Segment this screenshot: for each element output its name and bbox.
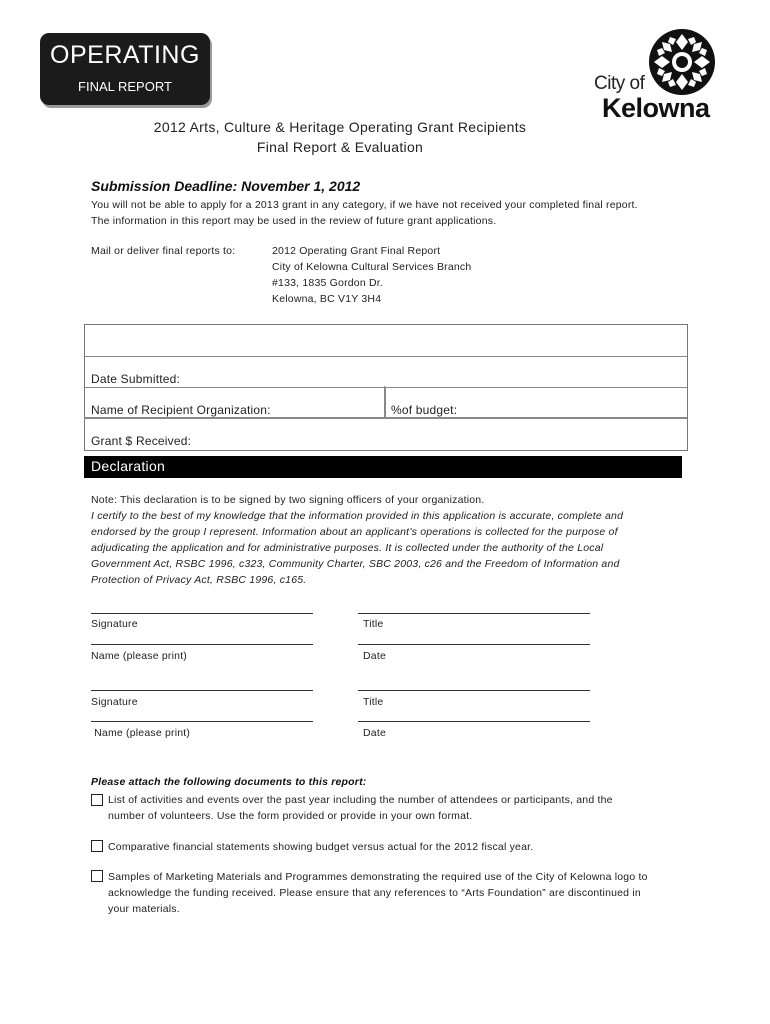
grant-received-field[interactable] [84,386,384,416]
name-line-2[interactable] [91,721,313,722]
intro-text-line-1: You will not be able to apply for a 2013 grant in any category, if we have not received your completed final report. [91,199,638,211]
organization-name-label: Name of Recipient Organization: [91,403,271,417]
declaration-text-line: Protection of Privacy Act, RSBC 1996, c165. [91,574,307,586]
badge-title: OPERATING [50,41,200,69]
attachment-item-text: List of activities and events over the past year including the number of attendees or participants, and the [108,794,613,806]
logo-kelowna: Kelowna [602,93,710,123]
report-type-badge [40,33,210,105]
signature-label-2: Signature [91,696,138,708]
document-subtitle: Final Report & Evaluation [256,139,424,155]
declaration-text-line: Government Act, RSBC 1996, c323, Community Charter, SBC 2003, c26 and the Freedom of Information and [91,558,620,570]
title-label-2: Title [363,696,384,708]
date-submitted-field[interactable] [85,356,687,388]
address-line: #133, 1835 Gordon Dr. [272,277,384,289]
declaration-text-line: adjudicating the application and for administrative purposes. It is collected under the authority of the Local [91,542,604,554]
date-label-1: Date [363,650,386,662]
date-label-2: Date [363,727,386,739]
date-line-1[interactable] [358,644,590,645]
kelowna-logo-icon [648,28,716,96]
address-line: 2012 Operating Grant Final Report [272,245,441,257]
name-label-1: Name (please print) [91,650,188,662]
attachments-heading: Please attach the following documents to this report: [91,776,367,788]
grant-received-label: Grant $ Received: [91,434,192,448]
attachment-item-text: Comparative financial statements showing budget versus actual for the 2012 fiscal year. [108,841,534,853]
attachment-item-text: Samples of Marketing Materials and Programmes demonstrating the required use of the City of Kelowna logo to [108,871,648,883]
attachment-item-text: acknowledge the funding received. Please ensure that any references to “Arts Foundation” are discontinued in [108,887,641,899]
mail-label: Mail or deliver final reports to: [91,245,236,257]
intro-text-line-2: The information in this report may be used in the review of future grant applications. [91,215,497,227]
declaration-text-line: endorsed by the group I represent. Information about an applicant’s operations is collected for the purpose of [91,526,618,538]
document-title: 2012 Arts, Culture & Heritage Operating Grant Recipients [153,119,527,135]
checkbox-financial-statements[interactable] [91,840,103,852]
address-line: City of Kelowna Cultural Services Branch [272,261,472,273]
signature-label-1: Signature [91,618,138,630]
date-line-2[interactable] [358,721,590,722]
submission-deadline: Submission Deadline: November 1, 2012 [91,178,361,194]
declaration-text-line: I certify to the best of my knowledge that the information provided in this application is accurate, complete and [91,510,624,522]
attachment-item-text: your materials. [108,903,180,915]
declaration-heading: Declaration [91,458,166,474]
form-row-blank [85,325,687,357]
name-line-1[interactable] [91,644,313,645]
title-line-1[interactable] [358,613,590,614]
title-label-1: Title [363,618,384,630]
grant-divider [384,386,385,417]
checkbox-activities-list[interactable] [91,794,103,806]
form-divider [84,417,687,418]
address-line: Kelowna, BC V1Y 3H4 [272,293,382,305]
logo-city-of: City of [594,73,645,94]
percent-of-budget-label: %of budget: [391,403,458,417]
badge-subtitle: FINAL REPORT [78,79,172,94]
signature-line-2[interactable] [91,690,313,691]
date-submitted-label: Date Submitted: [91,372,181,386]
name-label-2: Name (please print) [91,727,191,739]
declaration-heading-bar [84,456,682,478]
signature-line-1[interactable] [91,613,313,614]
attachment-item-text: number of volunteers. Use the form provided or provide in your own format. [108,810,473,822]
checkbox-marketing-samples[interactable] [91,870,103,882]
title-line-2[interactable] [358,690,590,691]
grant-row [85,418,687,450]
declaration-note: Note: This declaration is to be signed by two signing officers of your organization. [91,494,485,506]
